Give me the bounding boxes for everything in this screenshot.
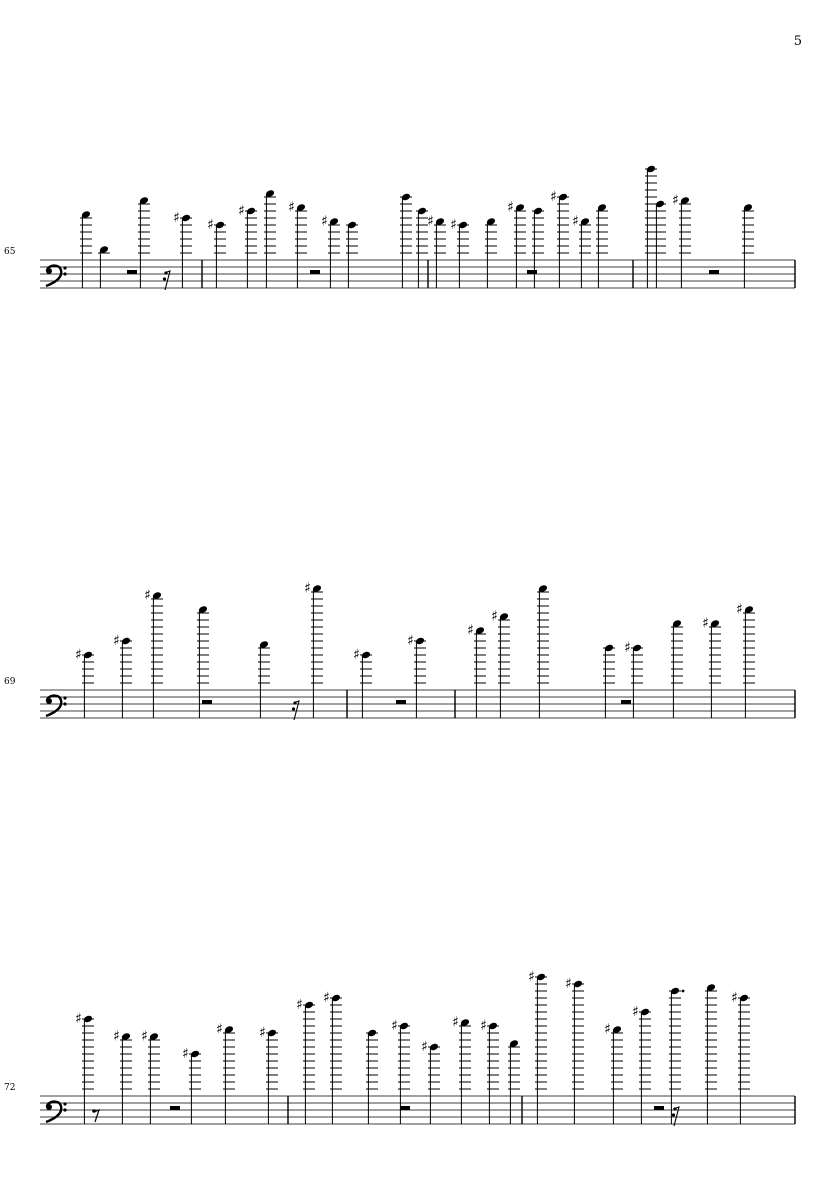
note: [507, 200, 526, 289]
sharp-icon: ♯: [216, 1021, 223, 1038]
bass-clef-icon: [46, 1102, 67, 1122]
note: [182, 1046, 201, 1124]
sharp-icon: ♯: [731, 990, 738, 1006]
sharp-icon: ♯: [113, 1028, 120, 1045]
note: [407, 633, 426, 718]
whole-rest: [170, 1106, 180, 1110]
rest-stem: [94, 1110, 99, 1122]
notes-layer: [80, 165, 754, 288]
sharp-icon: ♯: [182, 1046, 189, 1062]
note: [654, 200, 666, 288]
page-number: 5: [793, 34, 802, 49]
note: [572, 214, 591, 289]
note: [603, 644, 615, 718]
note: [480, 1018, 499, 1124]
sharp-icon: ♯: [624, 640, 631, 656]
note: [346, 221, 358, 288]
sharp-icon: ♯: [173, 210, 180, 226]
note: [173, 210, 192, 288]
note: [427, 214, 446, 289]
note: [550, 189, 569, 288]
note: [216, 1022, 235, 1125]
rest-flag: [292, 707, 295, 710]
sharp-icon: ♯: [450, 217, 457, 233]
note: [259, 1025, 278, 1124]
whole-rest: [310, 270, 320, 274]
sharp-icon: ♯: [75, 647, 82, 663]
sharp-icon: ♯: [480, 1018, 487, 1034]
rest-flag: [163, 277, 166, 280]
sharp-icon: ♯: [259, 1025, 266, 1041]
whole-rest: [202, 700, 212, 704]
whole-rest: [621, 700, 631, 704]
note: [421, 1039, 440, 1124]
eighth-rest: [92, 1109, 99, 1122]
sharp-icon: ♯: [702, 615, 709, 632]
note: [75, 647, 94, 718]
whole-rest: [709, 270, 719, 274]
notes-layer: [75, 969, 750, 1124]
sharp-icon: ♯: [75, 1011, 82, 1027]
sharp-icon: ♯: [321, 213, 328, 230]
whole-rest: [396, 700, 406, 704]
sharp-icon: ♯: [141, 1028, 148, 1045]
note: [731, 990, 750, 1124]
staff-system-2: [4, 581, 795, 721]
note: [632, 1004, 651, 1124]
note: [565, 976, 584, 1124]
staff-system-3: [4, 969, 795, 1126]
sharp-icon: ♯: [288, 199, 295, 216]
note: [452, 1015, 471, 1125]
sharp-icon: ♯: [572, 213, 579, 230]
sharp-icon: ♯: [238, 203, 245, 219]
note: [238, 203, 257, 288]
measure-number: 69: [4, 677, 16, 687]
sharp-icon: ♯: [507, 199, 514, 216]
note: [671, 619, 683, 718]
rest-flag: [672, 1113, 675, 1116]
note: [508, 1039, 520, 1124]
note: [258, 640, 270, 718]
sharp-icon: ♯: [427, 213, 434, 230]
note: [702, 616, 721, 719]
note: [296, 997, 315, 1124]
sharp-icon: ♯: [296, 997, 303, 1013]
note: [207, 217, 226, 288]
note: [491, 609, 510, 719]
note: [323, 990, 342, 1124]
note: [485, 217, 497, 288]
sharp-icon: ♯: [353, 647, 360, 663]
measure-number: 65: [4, 247, 16, 257]
note: [596, 203, 608, 288]
sharp-icon: ♯: [491, 608, 498, 625]
sharp-icon: ♯: [391, 1018, 398, 1034]
bass-clef-icon: [46, 696, 67, 716]
rests-layer: [92, 1106, 679, 1126]
note: [604, 1022, 623, 1125]
whole-rest: [400, 1106, 410, 1110]
sharp-icon: ♯: [467, 622, 474, 639]
note: [75, 1011, 94, 1124]
sharp-icon: ♯: [113, 633, 120, 649]
bass-clef-icon: [46, 266, 67, 286]
note: [144, 588, 163, 719]
sharp-icon: ♯: [632, 1004, 639, 1020]
staff-lines: [40, 1096, 795, 1124]
note: [353, 647, 372, 718]
note: [264, 189, 276, 288]
note: [288, 200, 307, 289]
sharp-icon: ♯: [323, 990, 330, 1006]
note: [113, 633, 132, 718]
note: [450, 217, 469, 288]
note: [645, 165, 657, 288]
note: [624, 640, 643, 718]
whole-rest: [654, 1106, 664, 1110]
note: [537, 584, 549, 718]
augmentation-dot: [682, 990, 685, 993]
sharp-icon: ♯: [144, 587, 151, 604]
sharp-icon: ♯: [672, 192, 679, 209]
sharp-icon: ♯: [736, 601, 743, 618]
sharp-icon: ♯: [207, 217, 214, 233]
note: [528, 969, 547, 1124]
note: [321, 214, 340, 289]
whole-rest: [127, 270, 137, 274]
sharp-icon: ♯: [604, 1021, 611, 1038]
staff-system-1: [4, 165, 795, 290]
note: [80, 210, 92, 288]
sharp-icon: ♯: [565, 976, 572, 992]
note: [98, 245, 110, 288]
sharp-icon: ♯: [550, 189, 557, 205]
note: [736, 602, 755, 719]
whole-rest: [527, 270, 537, 274]
sharp-icon: ♯: [421, 1039, 428, 1055]
note: [742, 203, 754, 288]
measure-number: 72: [4, 1083, 16, 1093]
sharp-icon: ♯: [407, 633, 414, 649]
rests-layer: [127, 270, 719, 290]
sharp-icon: ♯: [528, 969, 535, 985]
sharp-icon: ♯: [452, 1014, 459, 1031]
note: [532, 207, 544, 288]
sharp-icon: ♯: [304, 580, 311, 597]
